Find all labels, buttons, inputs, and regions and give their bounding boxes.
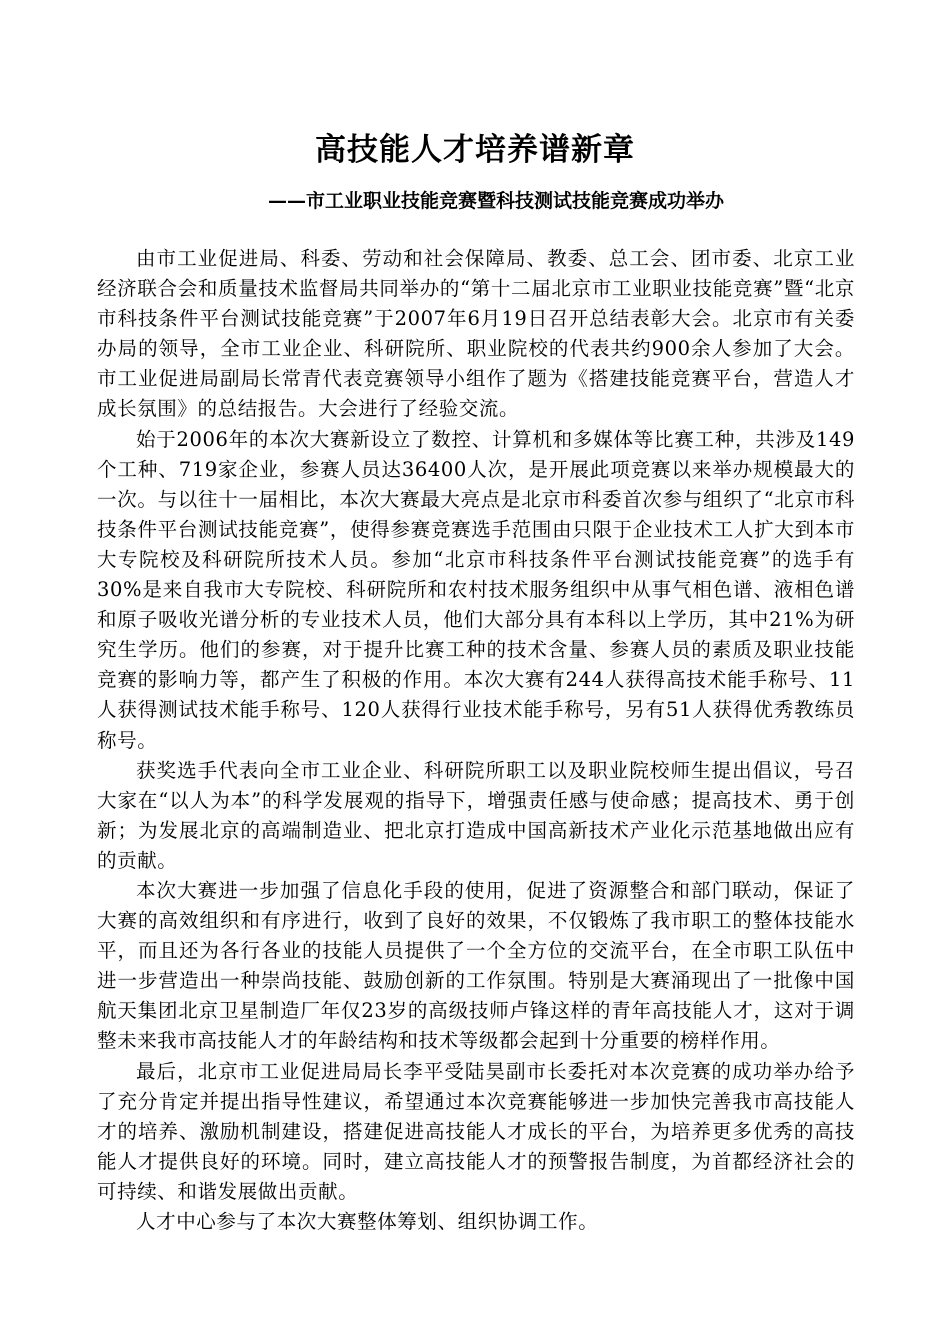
- paragraph-1: 由市工业促进局、科委、劳动和社会保障局、教委、总工会、团市委、北京工业经济联合会和质量技术监督局共同举办的“第十二届北京市工业职业技能竞赛”暨“北京市科技条件平台测试技能竞赛”于2007年6月19日召开总结表彰大会。北京市有关委办局的领导，全市工业企业、科研院所、职业院校的代表共约900余人参加了大会。市工业促进局副局长常青代表竞赛领导小组作了题为《搭建技能竞赛平台，营造人才成长氛围》的总结报告。大会进行了经验交流。: [97, 247, 855, 421]
- paragraph-6: 人才中心参与了本次大赛整体筹划、组织协调工作。: [136, 1210, 599, 1233]
- document-title: 高技能人才培养谱新章: [315, 132, 635, 168]
- paragraph-4: 本次大赛进一步加强了信息化手段的使用，促进了资源整合和部门联动，保证了大赛的高效组织和有序进行，收到了良好的效果，不仅锻炼了我市职工的整体技能水平，而且还为各行各业的技能人员提供了一个全方位的交流平台，在全市职工队伍中进一步营造出一种崇尚技能、鼓励创新的工作氛围。特别是大赛涌现出了一批像中国航天集团北京卫星制造厂年仅23岁的高级技师卢锋这样的青年高技能人才，这对于调整未来我市高技能人才的年龄结构和技术等级都会起到十分重要的榜样作用。: [97, 878, 855, 1053]
- document-body: [97, 244, 855, 1237]
- paragraph-5: 最后，北京市工业促进局局长李平受陆昊副市长委托对本次竞赛的成功举办给予了充分肯定并提出指导性建议，希望通过本次竞赛能够进一步加快完善我市高技能人才的培养、激励机制建设，搭建促进高技能人才成长的平台，为培养更多优秀的高技能人才提供良好的环境。同时，建立高技能人才的预警报告制度，为首都经济社会的可持续、和谐发展做出贡献。: [97, 1059, 855, 1203]
- paragraph-3: 获奖选手代表向全市工业企业、科研院所职工以及职业院校师生提出倡议，号召大家在“以人为本”的科学发展观的指导下，增强责任感与使命感；提高技术、勇于创新；为发展北京的高端制造业、把北京打造成中国高新技术产业化示范基地做出应有的贡献。: [97, 758, 855, 872]
- paragraph-2: 始于2006年的本次大赛新设立了数控、计算机和多媒体等比赛工种，共涉及149个工种、719家企业，参赛人员达36400人次，是开展此项竞赛以来举办规模最大的一次。与以往十一届相比，本次大赛最大亮点是北京市科委首次参与组织了“北京市科技条件平台测试技能竞赛”，使得参赛竞赛选手范围由只限于企业技术工人扩大到本市大专院校及科研院所技术人员。参加“北京市科技条件平台测试技能竞赛”的选手有30%是来自我市大专院校、科研院所和农村技术服务组织中从事气相色谱、液相色谱和原子吸收光谱分析的专业技术人员，他们大部分具有本科以上学历，其中21%为研究生学历。他们的参赛，对于提升比赛工种的技术含量、参赛人员的素质及职业技能竞赛的影响力等，都产生了积极的作用。本次大赛有244人获得高技术能手称号、11人获得测试技术能手称号、120人获得行业技术能手称号，另有51人获得优秀教练员称号。: [97, 427, 855, 752]
- document-subtitle: ——市工业职业技能竞赛暨科技测试技能竞赛成功举办: [267, 190, 724, 212]
